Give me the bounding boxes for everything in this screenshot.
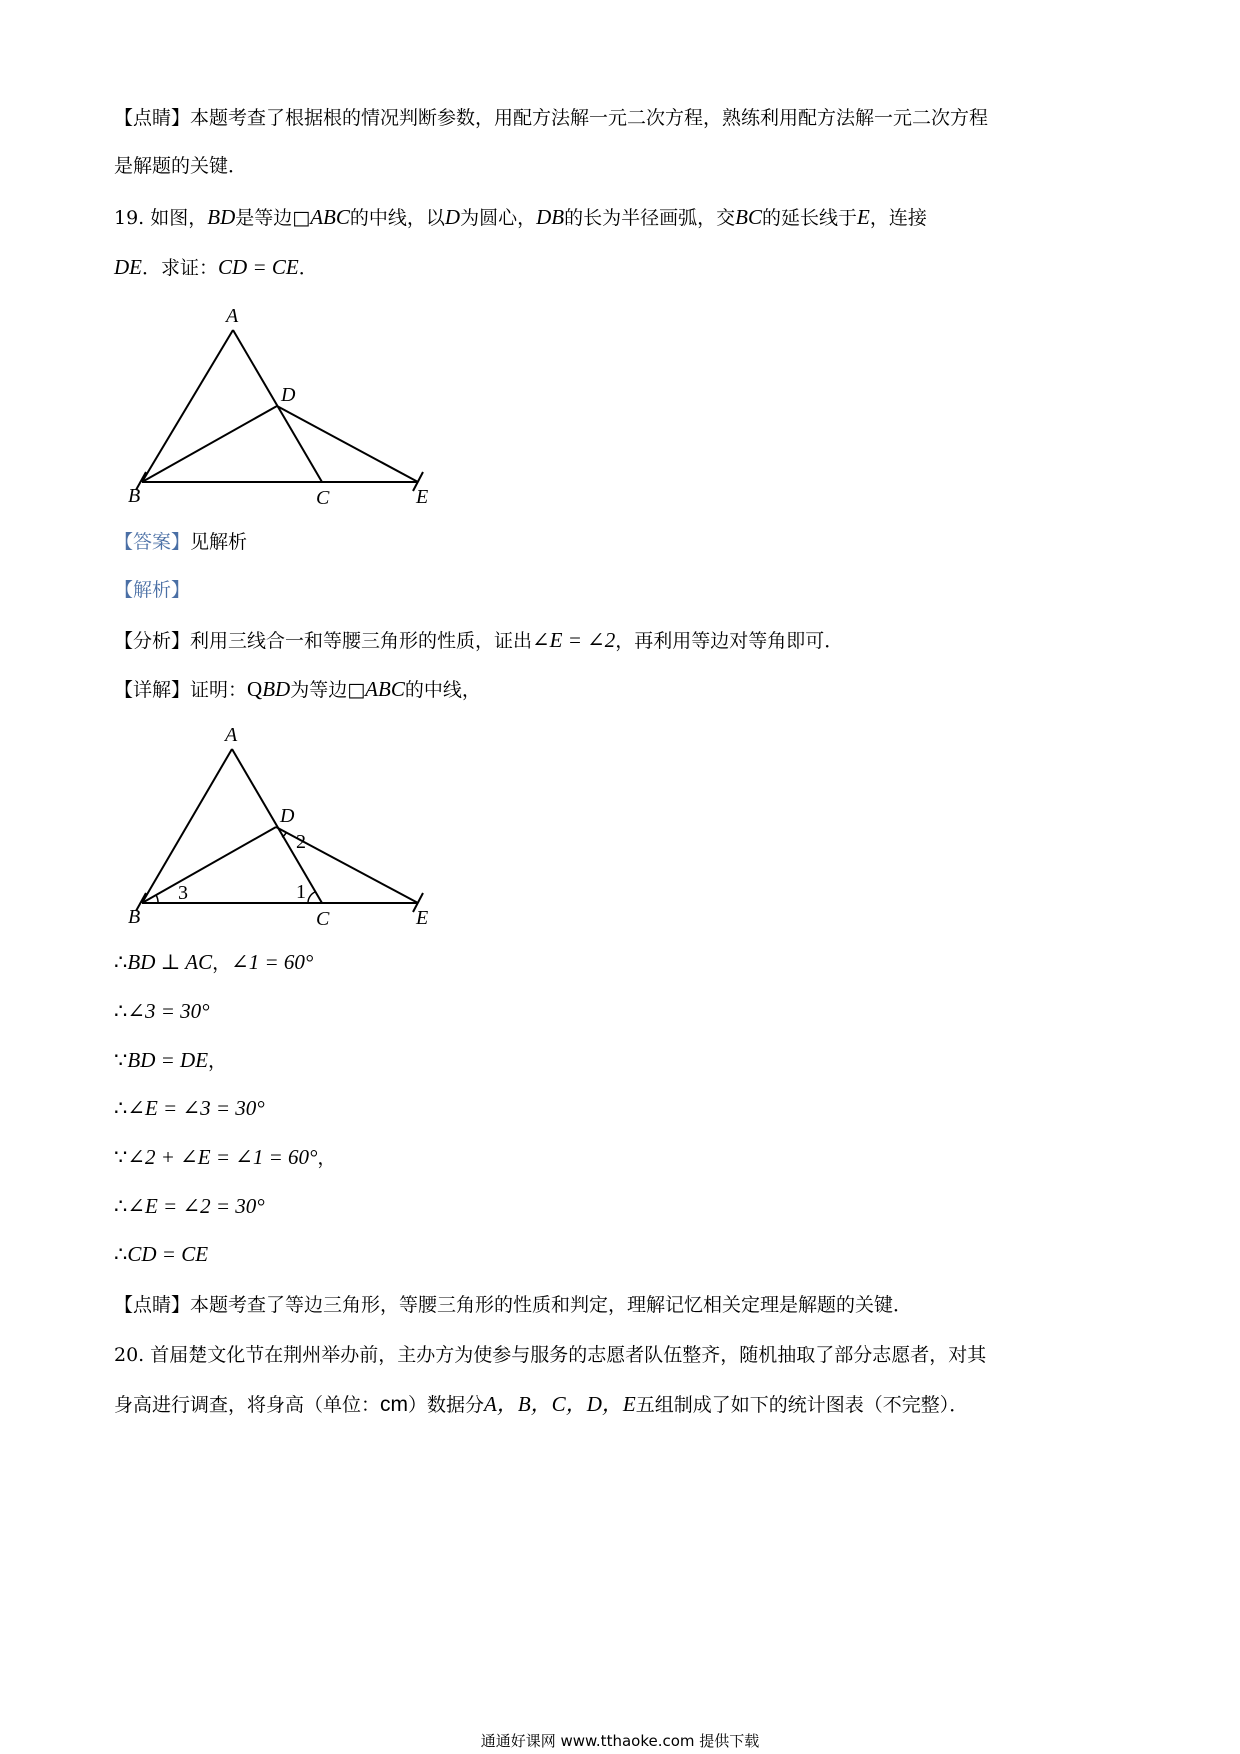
text: ，连接 (869, 207, 927, 229)
text: 为圆心， (460, 207, 537, 229)
segment-AC (232, 749, 322, 903)
therefore-symbol: ∴ (114, 950, 128, 974)
answer-text: 见解析 (190, 531, 248, 553)
math-var: ABC (365, 677, 405, 701)
math-expr: ∠E = ∠2 = 30° (127, 1194, 265, 1218)
label-B: B (128, 906, 141, 928)
angle-3-arc (156, 895, 158, 903)
xiangjie-tag: 【详解】 (114, 679, 191, 701)
math-expr: CD = CE (218, 255, 299, 279)
q19-line2 (114, 253, 318, 282)
therefore-symbol: ∴ (114, 999, 128, 1023)
proof-step (114, 997, 210, 1026)
text: 的延长线于 (761, 207, 857, 229)
segment-AB (142, 330, 233, 482)
comment19-line (114, 1291, 912, 1319)
xiangjie-line (114, 675, 481, 704)
math-var: BD (262, 677, 291, 701)
math-expr: ∠E = ∠2 (532, 628, 616, 652)
triangle-symbol: □ (292, 207, 311, 229)
question-number: 19. 如图， (114, 207, 208, 229)
text: ，再利用等边对等角即可． (615, 630, 844, 652)
punctuation: ， (208, 1050, 228, 1072)
proof-step (114, 1143, 336, 1172)
because-symbol: ∵ (114, 1145, 128, 1169)
text: 的中线，以 (349, 207, 445, 229)
proof-step (114, 1094, 265, 1123)
q20-line1: 20. 首届楚文化节在荆州举办前，主办方为使参与服务的志愿者队伍整齐，随机抽取了部分志愿者，对其 (114, 1344, 987, 1366)
fenxi-tag: 【分析】 (114, 630, 191, 652)
math-var: D (444, 205, 461, 229)
triangle-figure-2 (120, 725, 440, 935)
triangle-figure-1 (120, 300, 440, 510)
footer: 通通好课网 www.tthaoke.com 提供下载 (480, 1732, 760, 1750)
q19-line1 (114, 203, 927, 232)
math-expr: ∠3 = 30° (127, 999, 210, 1023)
text: 利用三线合一和等腰三角形的性质，证出 (190, 630, 533, 652)
unit: cm (380, 1393, 409, 1416)
punctuation: ， (317, 1147, 337, 1169)
label-D: D (280, 805, 295, 827)
proof-step (114, 1046, 227, 1075)
math-expr: ∠2 + ∠E = ∠1 = 60° (127, 1145, 318, 1169)
label-D: D (281, 384, 296, 406)
fenxi-line (114, 626, 843, 655)
math-var: BD (207, 205, 236, 229)
text: ）数据分 (408, 1394, 485, 1416)
label-B: B (128, 485, 141, 507)
angle-1-arc (308, 892, 315, 903)
therefore-symbol: ∴ (114, 1194, 128, 1218)
text: 是等边 (235, 207, 293, 229)
comment-tag: 【点睛】 (114, 1294, 191, 1316)
math-expr: ∠E = ∠3 = 30° (127, 1096, 265, 1120)
punctuation: ， (212, 952, 232, 974)
answer-line (114, 528, 247, 556)
segment-BD (142, 827, 276, 903)
comment-text: 本题考查了等边三角形，等腰三角形的性质和判定，理解记忆相关定理是解题的关键． (190, 1294, 913, 1316)
comment-text: 本题考查了根据根的情况判断参数，用配方法解一元二次方程，熟练利用配方法解一元二次方程 (190, 107, 989, 129)
label-C: C (316, 908, 330, 930)
angle-label-3: 3 (178, 882, 188, 904)
proof-step (114, 1240, 208, 1269)
comment-tag: 【点睛】 (114, 107, 191, 129)
proof-step (114, 1192, 265, 1221)
math-var: DE (114, 255, 142, 279)
math-var: ABC (310, 205, 350, 229)
text: 的长为半径画弧，交 (564, 207, 736, 229)
proof-step (114, 948, 313, 977)
text: ． (298, 257, 318, 279)
math-expr: CD = CE (127, 1242, 209, 1266)
text: 五组制成了如下的统计图表（不完整）． (635, 1394, 969, 1416)
label-E: E (416, 907, 429, 929)
text: 为等边 (290, 679, 348, 701)
comment-prev-line1 (114, 104, 988, 132)
therefore-symbol: ∴ (114, 1096, 128, 1120)
comment-text: 是解题的关键． (114, 155, 248, 177)
because-symbol: ∵ (114, 1048, 128, 1072)
math-expr: BD ⊥ AC (127, 950, 213, 974)
segment-DE (277, 406, 418, 482)
comment-prev-line2 (114, 152, 247, 180)
because-symbol: Q (247, 677, 263, 701)
segment-BD (142, 406, 277, 482)
text: ．求证： (142, 257, 219, 279)
text: 的中线， (404, 679, 481, 701)
label-A: A (225, 725, 238, 746)
therefore-symbol: ∴ (114, 1242, 128, 1266)
math-var: BC (735, 205, 762, 229)
text: 身高进行调查，将身高（单位： (114, 1394, 381, 1416)
math-var: A，B，C，D，E (484, 1392, 636, 1416)
label-A: A (226, 305, 239, 327)
math-expr: BD = DE (127, 1048, 209, 1072)
q20-line2 (114, 1390, 968, 1419)
label-E: E (416, 486, 429, 508)
answer-tag: 【答案】 (114, 531, 191, 553)
math-expr: ∠1 = 60° (231, 950, 314, 974)
angle-label-2: 2 (296, 831, 306, 853)
triangle-symbol: □ (347, 679, 366, 701)
angle-label-1: 1 (296, 881, 306, 903)
label-C: C (316, 487, 330, 509)
math-var: DB (536, 205, 565, 229)
analysis-heading: 【解析】 (114, 579, 191, 601)
math-var: E (856, 205, 870, 229)
text: 证明： (190, 679, 248, 701)
segment-AB (142, 749, 232, 903)
